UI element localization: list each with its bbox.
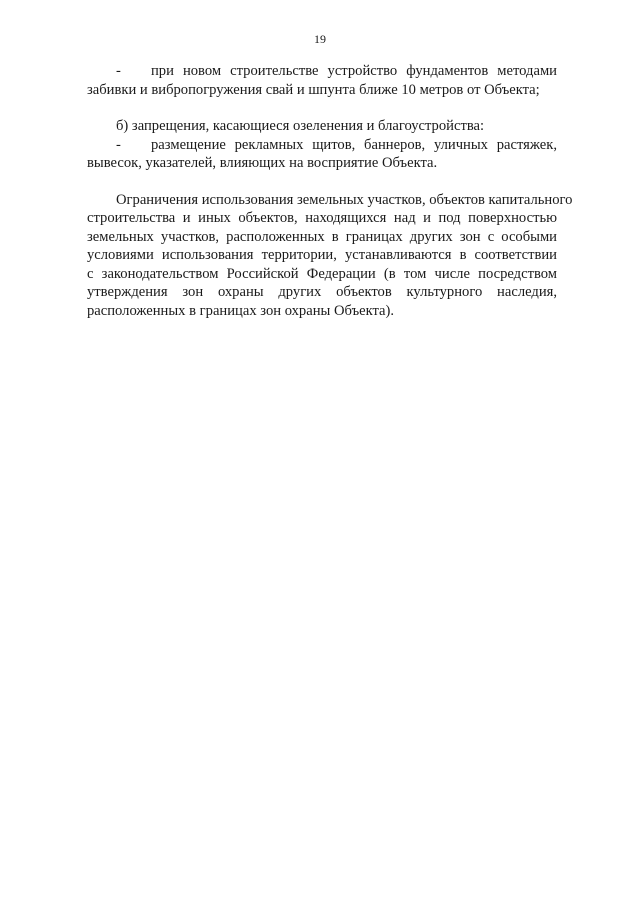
text-line: расположенных в границах зон охраны Объекта). xyxy=(87,302,395,319)
text-line: вывесок, указателей, влияющих на восприятие Объекта. xyxy=(87,155,438,171)
text-line: при новом строительстве устройство фундаментов методами xyxy=(151,63,557,79)
list-dash: - xyxy=(116,63,121,79)
list-item-foundations xyxy=(87,62,557,81)
page-number: 19 xyxy=(314,32,326,46)
section-heading: б) запрещения, касающиеся озеленения и благоустройства: xyxy=(116,118,485,134)
text-line: утверждения зон охраны других объектов культурного наследия, xyxy=(87,284,557,300)
text-line: с законодательством Российской Федерации (в том числе посредством xyxy=(87,265,557,282)
list-item-advertising xyxy=(87,136,557,155)
text-line: строительства и иных объектов, находящихся над и под поверхностью xyxy=(87,210,557,226)
text-line: Ограничения использования земельных участков, объектов капитального xyxy=(116,191,573,208)
list-dash: - xyxy=(116,136,121,153)
document-body xyxy=(87,62,573,320)
text-line: земельных участков, расположенных в границах других зон с особыми xyxy=(87,228,557,245)
restrictions-paragraph xyxy=(87,191,573,321)
text-line: забивки и вибропогружения свай и шпунта ближе 10 метров от Объекта; xyxy=(87,81,540,98)
text-line: размещение рекламных щитов, баннеров, уличных растяжек, xyxy=(151,136,557,153)
text-line: условиями использования территории, устанавливаются в соответствии xyxy=(87,247,557,263)
